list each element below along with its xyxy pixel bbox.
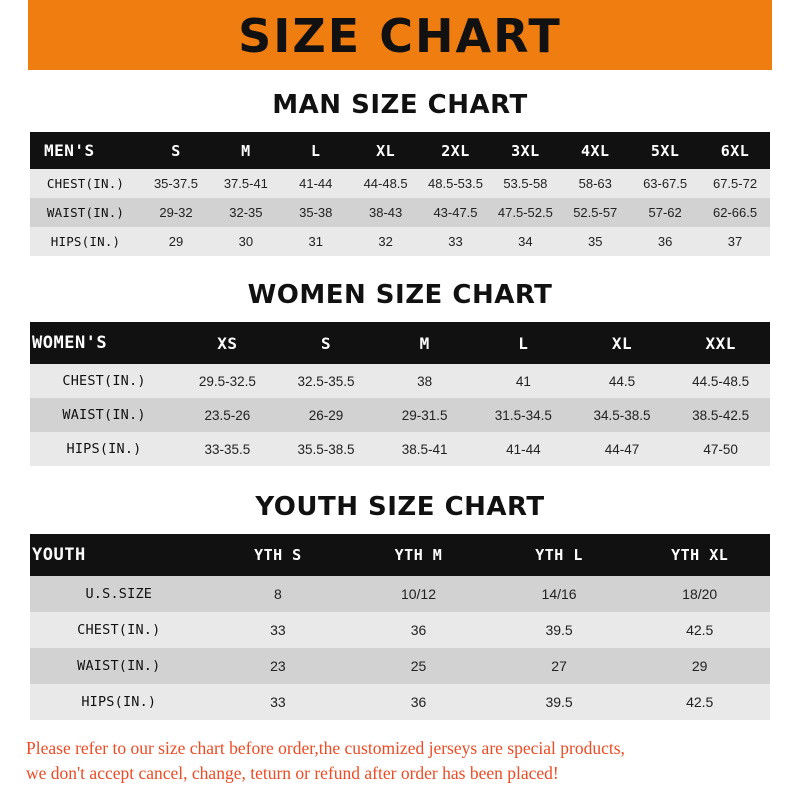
women-section-title: WOMEN SIZE CHART [247, 280, 553, 310]
column-header: M [211, 132, 281, 169]
column-header: MEN'S [30, 132, 141, 169]
table-cell: 35.5-38.5 [277, 432, 376, 466]
table-cell: 18/20 [629, 576, 770, 612]
header-banner [0, 0, 800, 70]
table-cell: 31.5-34.5 [474, 398, 573, 432]
row-label: WAIST(IN.) [30, 398, 178, 432]
women-size-table [30, 322, 770, 466]
table-row [30, 198, 770, 227]
table-cell: 42.5 [629, 612, 770, 648]
column-header: L [474, 322, 573, 364]
women-table-body [30, 364, 770, 466]
table-cell: 47.5-52.5 [490, 198, 560, 227]
man-table-wrapper [30, 132, 770, 256]
table-cell: 36 [348, 612, 489, 648]
column-header: WOMEN'S [30, 322, 178, 364]
table-cell: 36 [348, 684, 489, 720]
table-cell: 33 [421, 227, 491, 256]
table-cell: 38 [375, 364, 474, 398]
table-cell: 44.5 [573, 364, 672, 398]
table-cell: 48.5-53.5 [421, 169, 491, 198]
row-label: CHEST(IN.) [30, 612, 208, 648]
table-row [30, 169, 770, 198]
column-header: M [375, 322, 474, 364]
man-size-table [30, 132, 770, 256]
column-header: S [141, 132, 211, 169]
column-header: XL [573, 322, 672, 364]
column-header: XXL [671, 322, 770, 364]
row-label: CHEST(IN.) [30, 169, 141, 198]
table-cell: 25 [348, 648, 489, 684]
table-header-row [30, 322, 770, 364]
table-cell: 44.5-48.5 [671, 364, 770, 398]
table-cell: 32 [351, 227, 421, 256]
man-table-body [30, 169, 770, 256]
column-header: XL [351, 132, 421, 169]
table-cell: 44-47 [573, 432, 672, 466]
table-cell: 26-29 [277, 398, 376, 432]
column-header: 3XL [490, 132, 560, 169]
column-header: YTH S [208, 534, 349, 576]
column-header: 5XL [630, 132, 700, 169]
table-cell: 29-31.5 [375, 398, 474, 432]
column-header: S [277, 322, 376, 364]
row-label: HIPS(IN.) [30, 227, 141, 256]
table-cell: 8 [208, 576, 349, 612]
column-header: YOUTH [30, 534, 208, 576]
table-cell: 30 [211, 227, 281, 256]
table-row [30, 398, 770, 432]
row-label: U.S.SIZE [30, 576, 208, 612]
table-cell: 37.5-41 [211, 169, 281, 198]
table-cell: 38.5-42.5 [671, 398, 770, 432]
policy-note [26, 736, 774, 787]
table-cell: 33 [208, 684, 349, 720]
table-cell: 41-44 [474, 432, 573, 466]
table-cell: 41-44 [281, 169, 351, 198]
table-cell: 42.5 [629, 684, 770, 720]
table-cell: 63-67.5 [630, 169, 700, 198]
row-label: CHEST(IN.) [30, 364, 178, 398]
table-cell: 34.5-38.5 [573, 398, 672, 432]
table-cell: 23.5-26 [178, 398, 277, 432]
table-cell: 57-62 [630, 198, 700, 227]
table-row [30, 227, 770, 256]
table-header-row [30, 132, 770, 169]
banner-edge-left [0, 0, 28, 70]
table-cell: 29.5-32.5 [178, 364, 277, 398]
table-cell: 39.5 [489, 612, 630, 648]
policy-note-line-2: we don't accept cancel, change, teturn or refund after order has been placed! [26, 763, 559, 784]
women-table-wrapper [30, 322, 770, 466]
banner-edge-right [772, 0, 800, 70]
row-label: HIPS(IN.) [30, 684, 208, 720]
table-row [30, 612, 770, 648]
table-cell: 67.5-72 [700, 169, 770, 198]
table-cell: 37 [700, 227, 770, 256]
column-header: 6XL [700, 132, 770, 169]
youth-size-table [30, 534, 770, 720]
column-header: YTH L [489, 534, 630, 576]
column-header: 4XL [560, 132, 630, 169]
youth-section-title: YOUTH SIZE CHART [255, 492, 545, 522]
table-cell: 33 [208, 612, 349, 648]
table-cell: 27 [489, 648, 630, 684]
table-cell: 29 [141, 227, 211, 256]
man-table-head [30, 132, 770, 169]
youth-table-wrapper [30, 534, 770, 720]
table-cell: 41 [474, 364, 573, 398]
table-header-row [30, 534, 770, 576]
table-row [30, 648, 770, 684]
table-cell: 39.5 [489, 684, 630, 720]
table-cell: 32-35 [211, 198, 281, 227]
table-cell: 35-37.5 [141, 169, 211, 198]
row-label: WAIST(IN.) [30, 648, 208, 684]
column-header: YTH M [348, 534, 489, 576]
table-row [30, 684, 770, 720]
table-cell: 58-63 [560, 169, 630, 198]
women-table-head [30, 322, 770, 364]
table-row [30, 364, 770, 398]
table-cell: 29 [629, 648, 770, 684]
table-cell: 29-32 [141, 198, 211, 227]
table-row [30, 432, 770, 466]
row-label: HIPS(IN.) [30, 432, 178, 466]
table-cell: 14/16 [489, 576, 630, 612]
table-cell: 33-35.5 [178, 432, 277, 466]
page-title: SIZE CHART [238, 9, 562, 63]
youth-table-head [30, 534, 770, 576]
column-header: 2XL [421, 132, 491, 169]
table-cell: 38.5-41 [375, 432, 474, 466]
table-cell: 52.5-57 [560, 198, 630, 227]
table-cell: 31 [281, 227, 351, 256]
policy-note-line-1: Please refer to our size chart before order,the customized jerseys are special products, [26, 738, 625, 758]
table-row [30, 576, 770, 612]
table-cell: 44-48.5 [351, 169, 421, 198]
table-cell: 36 [630, 227, 700, 256]
row-label: WAIST(IN.) [30, 198, 141, 227]
table-cell: 62-66.5 [700, 198, 770, 227]
column-header: XS [178, 322, 277, 364]
table-cell: 23 [208, 648, 349, 684]
man-section-title: MAN SIZE CHART [272, 90, 528, 120]
youth-table-body [30, 576, 770, 720]
table-cell: 34 [490, 227, 560, 256]
column-header: YTH XL [629, 534, 770, 576]
table-cell: 47-50 [671, 432, 770, 466]
table-cell: 10/12 [348, 576, 489, 612]
table-cell: 32.5-35.5 [277, 364, 376, 398]
column-header: L [281, 132, 351, 169]
table-cell: 35-38 [281, 198, 351, 227]
table-cell: 35 [560, 227, 630, 256]
table-cell: 38-43 [351, 198, 421, 227]
table-cell: 53.5-58 [490, 169, 560, 198]
table-cell: 43-47.5 [421, 198, 491, 227]
